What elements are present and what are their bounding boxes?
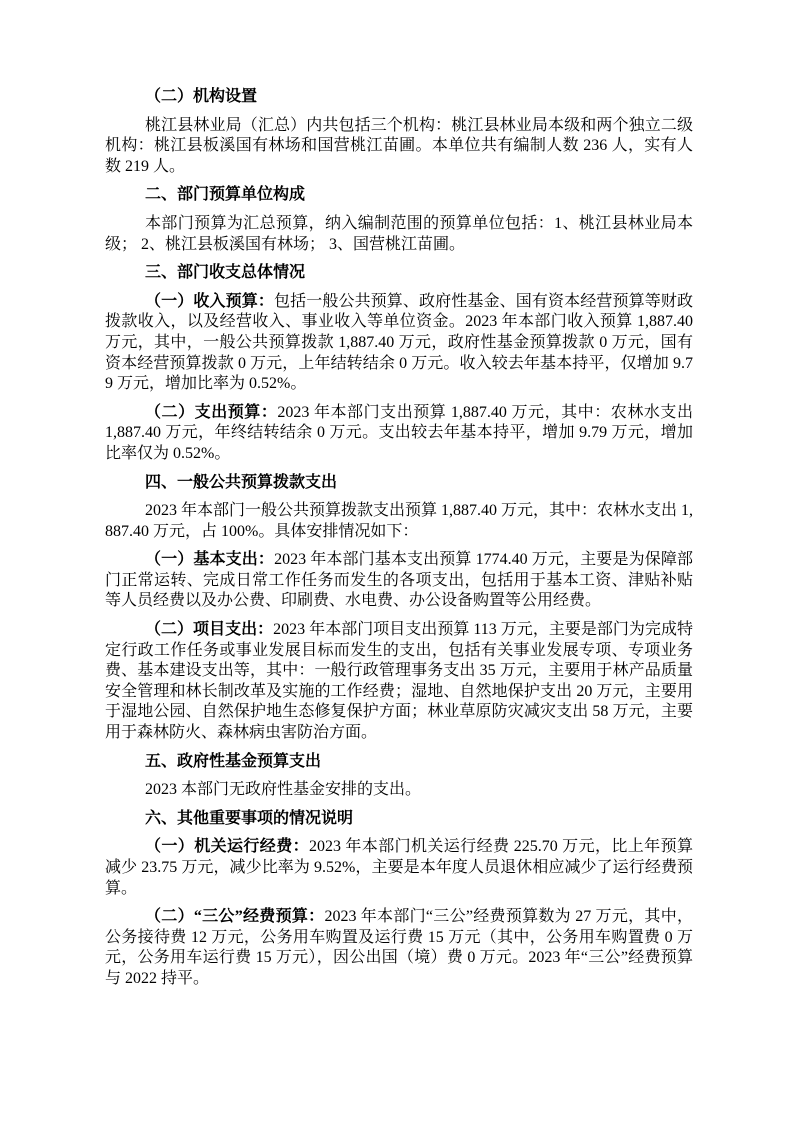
paragraph-expenditure-budget	[105, 403, 693, 465]
paragraph-lead-project-expenditure: （二）项目支出：	[145, 621, 274, 639]
document-body	[105, 87, 693, 998]
paragraph-operating-funds	[105, 837, 693, 899]
paragraph-text-expenditure-budget: 2023 年本部门支出预算 1,887.40 万元，其中：农林水支出 1,887.40 万元，年终结转结余 0 万元。支出较去年基本持平，增加 9.79 万元，增加比率仅为 0.52%。	[105, 403, 693, 462]
paragraph-text-three-public-funds: 2023 年本部门“三公”经费预算数为 27 万元，其中，公务接待费 12 万元，公务用车购置及运行费 15 万元（其中，公务用车购置费 0 万元，公务用车运行费 15 万元），因公出国（境）费 0 万元。2023 年“三公”经费预算与 2022 持平。	[105, 908, 693, 987]
paragraph-revenue-budget	[105, 292, 693, 395]
paragraph-text-revenue-budget: 包括一般公共预算、政府性基金、国有资本经营预算等财政拨款收入，以及经营收入、事业收入等单位资金。2023 年本部门收入预算 1,887.40 万元，其中，一般公共预算拨款 1,887.40 万元，政府性基金预算拨款 0 万元，国有资本经营预算拨款 0 万元，上年结转结余 0 万元。收入较去年基本持平，仅增加 9.79 万元，增加比率为 0.52%。	[105, 292, 693, 393]
paragraph-three-public-funds	[105, 907, 693, 989]
paragraph-public-budget-summary: 2023 年本部门一般公共预算拨款支出预算 1,887.40 万元，其中：农林水支出 1,887.40 万元，占 100%。具体安排情况如下：	[105, 502, 694, 540]
section-heading-other-important-matters: 六、其他重要事项的情况说明	[145, 809, 354, 827]
paragraph-lead-three-public-funds: （二）“三公”经费预算：	[145, 908, 325, 926]
paragraph-text-project-expenditure: 2023 年本部门项目支出预算 113 万元，主要是部门为完成特定行政工作任务或事业发展目标而发生的支出，包括有关事业发展专项、专项业务费、基本建设支出等，其中：一般行政管理事务支出 35 万元，主要用于林产品质量安全管理和林长制改革及实施的工作经费；湿地、自然地保护支出 20 万元，主要用于湿地公园、自然保护地生态修复保护方面；林业草原防灾减灾支出 58 万元，主要用于森林防火、森林病虫害防治方面。	[105, 621, 693, 742]
section-heading-org-setup: （二）机构设置	[145, 88, 258, 105]
section-heading-budget-units: 二、部门预算单位构成	[145, 186, 306, 204]
paragraph-text-operating-funds: 2023 年本部门机关运行经费 225.70 万元，比上年预算减少 23.75 万元，减少比率为 9.52%，主要是本年度人员退休相应减少了运行经费预算。	[105, 838, 693, 897]
paragraph-lead-expenditure-budget: （二）支出预算：	[145, 403, 278, 421]
section-heading-government-fund-expenditure: 五、政府性基金预算支出	[145, 752, 322, 770]
section-heading-overall-revenue-expenditure: 三、部门收支总体情况	[145, 264, 306, 282]
paragraph-lead-basic-expenditure: （一）基本支出：	[145, 551, 275, 569]
paragraph-project-expenditure	[105, 620, 693, 744]
paragraph-lead-operating-funds: （一）机关运行经费：	[145, 838, 309, 856]
paragraph-text-basic-expenditure: 2023 年本部门基本支出预算 1774.40 万元，主要是为保障部门正常运转、完成日常工作任务而发生的各项支出，包括用于基本工资、津贴补贴等人员经费以及办公费、印刷费、水电费、办公设备购置等公用经费。	[105, 551, 693, 610]
paragraph-org-setup: 桃江县林业局（汇总）内共包括三个机构：桃江县林业局本级和两个独立二级机构：桃江县板溪国有林场和国营桃江苗圃。本单位共有编制人数 236 人，实有人数 219 人。	[105, 116, 693, 175]
section-heading-public-budget-expenditure: 四、一般公共预算拨款支出	[145, 473, 338, 491]
paragraph-government-fund: 2023 本部门无政府性基金安排的支出。	[145, 781, 422, 799]
paragraph-basic-expenditure	[105, 550, 693, 612]
paragraph-budget-units: 本部门预算为汇总预算，纳入编制范围的预算单位包括：1、桃江县林业局本级； 2、桃江县板溪国有林场； 3、国营桃江苗圃。	[105, 214, 693, 253]
paragraph-lead-revenue-budget: （一）收入预算：	[145, 292, 274, 310]
